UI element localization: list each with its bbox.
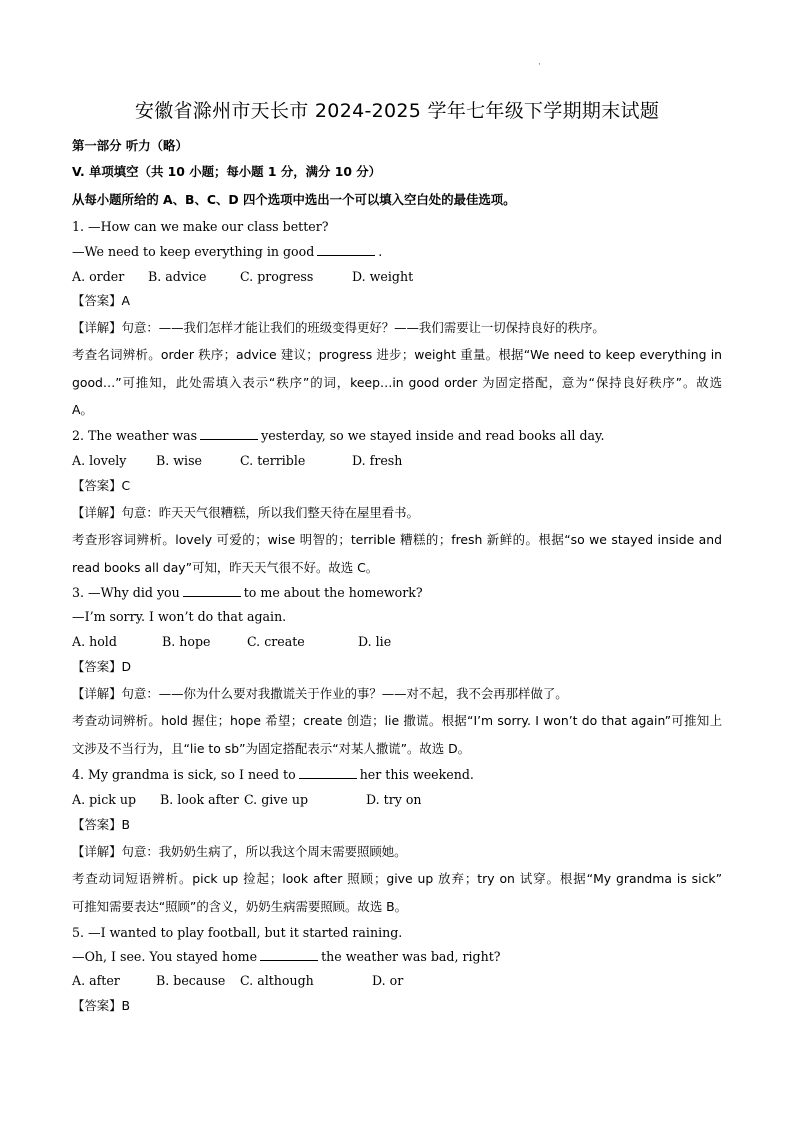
q4-option-d: D. try on [366, 792, 422, 807]
answer-blank [317, 244, 375, 256]
q3-option-d: D. lie [358, 634, 392, 649]
q1-explain-4: A。 [72, 402, 93, 417]
q1-option-c: C. progress [240, 269, 314, 284]
q4-option-a: A. pick up [72, 792, 137, 807]
q5-stem-2: —Oh, I see. You stayed home the weather was bad, right? [72, 949, 501, 964]
q3-option-a: A. hold [72, 634, 117, 649]
q4-explain-2: 考查动词短语辨析。pick up 捡起；look after 照顾；give up 放弃；try on 试穿。根据“My grandma is sick” [72, 871, 722, 886]
q5-option-d: D. or [372, 973, 404, 988]
q4-option-c: C. give up [244, 792, 309, 807]
q1-explain-2: 考查名词辨析。order 秩序；advice 建议；progress 进步；weight 重量。根据“We need to keep everything in [72, 347, 722, 362]
q1-option-d: D. weight [352, 269, 414, 284]
q1-stem-1: 1. —How can we make our class better? [72, 219, 329, 234]
q3-answer: 【答案】D [72, 659, 132, 674]
q2-option-c: C. terrible [240, 453, 306, 468]
q2-explain-1: 【详解】句意：昨天天气很糟糕，所以我们整天待在屋里看书。 [72, 505, 419, 520]
q2-option-a: A. lovely [72, 453, 127, 468]
q3-explain-3: 文涉及不当行为，且“lie to sb”为固定搭配表示“对某人撒谎”。故选 D。 [72, 741, 471, 756]
q2-answer: 【答案】C [72, 478, 131, 493]
answer-blank [200, 428, 258, 440]
answer-blank [260, 949, 318, 961]
answer-blank [183, 585, 241, 597]
q3-option-b: B. hope [162, 634, 211, 649]
q5-answer: 【答案】B [72, 998, 131, 1013]
q1-stem-2: —We need to keep everything in good . [72, 244, 383, 259]
header-mark: · [538, 60, 541, 70]
q3-stem-1: 3. —Why did you to me about the homework? [72, 585, 423, 600]
q4-explain-1: 【详解】句意：我奶奶生病了，所以我这个周末需要照顾她。 [72, 844, 407, 859]
answer-blank [299, 767, 357, 779]
q3-explain-1: 【详解】句意：——你为什么要对我撒谎关于作业的事？——对不起，我不会再那样做了。 [72, 686, 568, 701]
q2-option-d: D. fresh [352, 453, 403, 468]
q1-option-a: A. order [72, 269, 125, 284]
page-title: 安徽省滁州市天长市 2024-2025 学年七年级下学期期末试题 [134, 100, 660, 122]
q4-option-b: B. look after [160, 792, 239, 807]
q4-explain-3: 可推知需要表达“照顾”的含义，奶奶生病需要照顾。故选 B。 [72, 899, 408, 914]
q2-explain-2: 考查形容词辨析。lovely 可爱的；wise 明智的；terrible 糟糕的；fresh 新鲜的。根据“so we stayed inside and [72, 532, 722, 547]
q5-stem-1: 5. —I wanted to play football, but it started raining. [72, 925, 403, 940]
q5-option-b: B. because [156, 973, 226, 988]
q3-explain-2: 考查动词辨析。hold 握住；hope 希望；create 创造；lie 撒谎。根据“I’m sorry. I won’t do that again”可推知上 [72, 713, 722, 728]
section-v-heading: V. 单项填空（共 10 小题；每小题 1 分，满分 10 分） [72, 164, 382, 179]
part-one-heading: 第一部分 听力（略） [72, 138, 188, 153]
q2-option-b: B. wise [156, 453, 202, 468]
q1-option-b: B. advice [148, 269, 207, 284]
q5-option-a: A. after [72, 973, 120, 988]
q1-explain-1: 【详解】句意：——我们怎样才能让我们的班级变得更好？——我们需要让一切保持良好的秩序。 [72, 320, 605, 335]
q4-stem-1: 4. My grandma is sick, so I need to her this weekend. [72, 767, 474, 782]
q2-explain-3: read books all day”可知，昨天天气很不好。故选 C。 [72, 560, 379, 575]
q2-stem-1: 2. The weather was yesterday, so we stayed inside and read books all day. [72, 428, 605, 443]
q3-stem-2: —I’m sorry. I won’t do that again. [72, 609, 287, 624]
q4-answer: 【答案】B [72, 817, 131, 832]
q5-option-c: C. although [240, 973, 314, 988]
instruction-text: 从每小题所给的 A、B、C、D 四个选项中选出一个可以填入空白处的最佳选项。 [72, 192, 516, 207]
q1-answer: 【答案】A [72, 293, 131, 308]
q3-option-c: C. create [247, 634, 305, 649]
q1-explain-3: good…”可推知，此处需填入表示“秩序”的词，keep…in good order 为固定搭配，意为“保持良好秩序”。故选 [72, 375, 722, 390]
